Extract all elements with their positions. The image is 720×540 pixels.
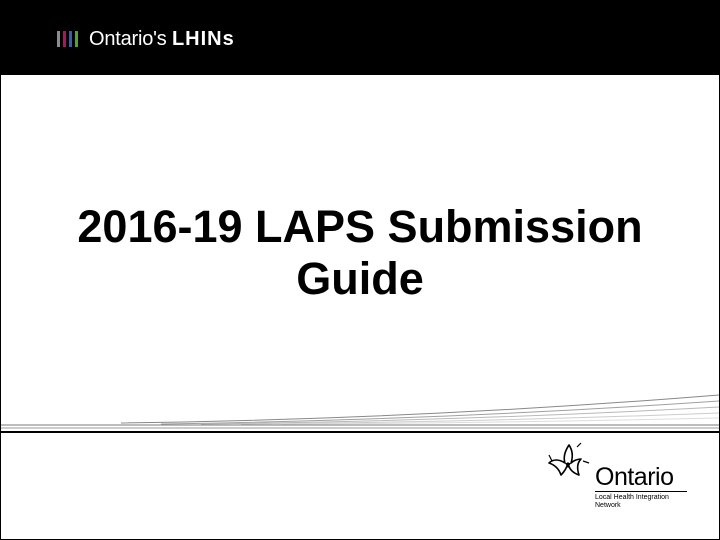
ontario-divider [595, 491, 687, 492]
ontario-wordmark: Ontario [595, 463, 674, 491]
decorative-swoosh [1, 389, 719, 439]
ontario-logo [547, 441, 697, 521]
lhin-wordmark-regular: Ontario's [89, 27, 172, 50]
logo-bar-2 [63, 31, 66, 47]
lhin-wordmark [89, 28, 235, 51]
title-line-1: 2016-19 LAPS Submission [77, 201, 643, 252]
header-bar [1, 1, 719, 75]
ontario-subtitle: Local Health Integration Network [595, 494, 669, 509]
slide-title [1, 201, 719, 305]
trillium-icon [547, 441, 595, 491]
lhin-wordmark-bold: LHINs [171, 27, 235, 50]
lhin-bars-icon [57, 31, 81, 47]
lhin-logo [57, 25, 235, 53]
logo-bar-4 [75, 31, 78, 47]
logo-bar-3 [69, 31, 72, 47]
title-line-2: Guide [296, 253, 424, 304]
logo-bar-1 [57, 31, 60, 47]
